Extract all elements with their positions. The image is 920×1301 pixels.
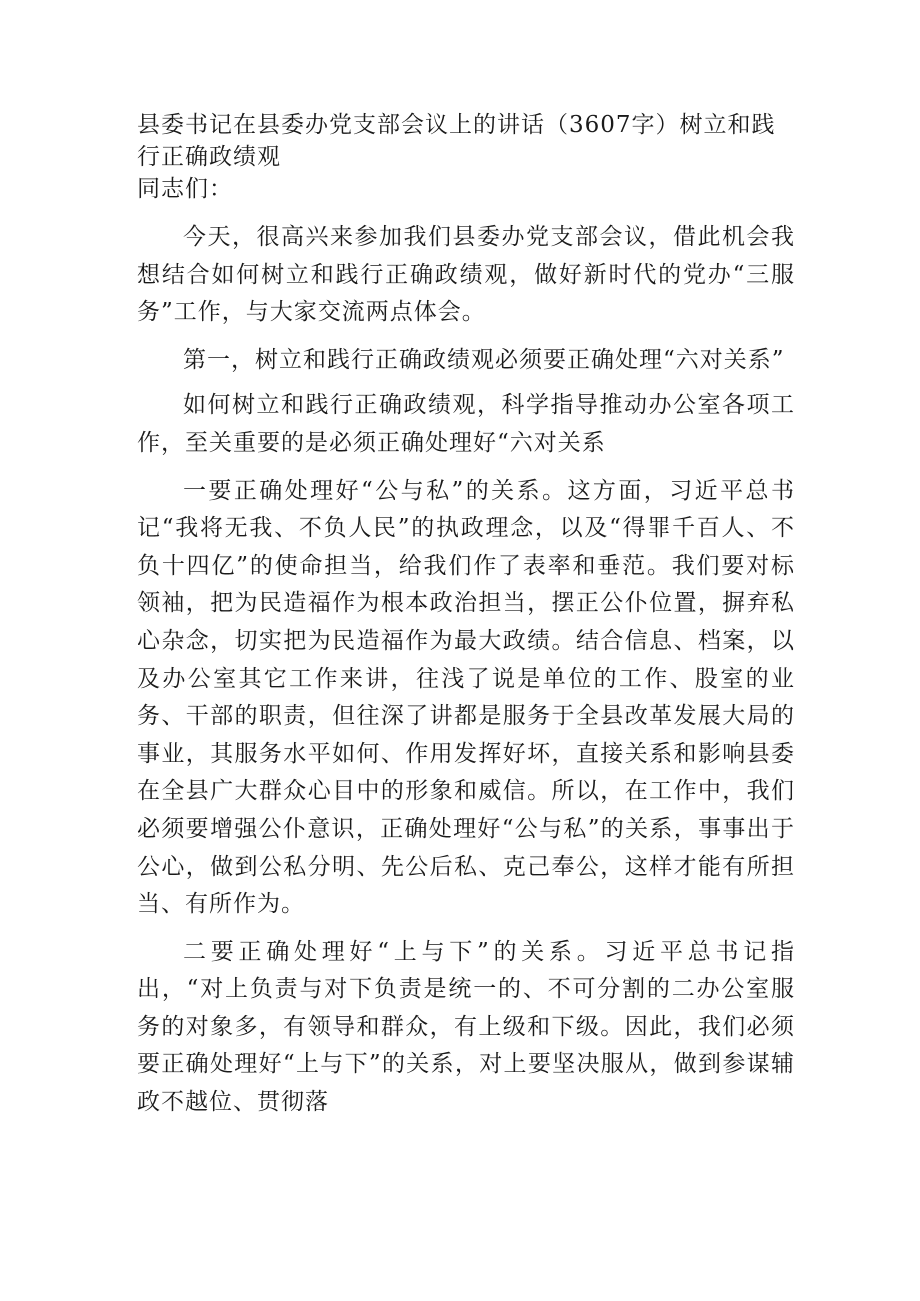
salutation: 同志们： xyxy=(137,176,233,202)
document-page xyxy=(137,109,795,1132)
paragraph-intro: 如何树立和践行正确政绩观，科学指导推动办公室各项工作，至关重要的是必须正确处理好“六对关系 xyxy=(137,392,795,456)
document-title: 县委书记在县委办党支部会议上的讲话（3607字）树立和践行正确政绩观 xyxy=(137,112,776,170)
paragraph-point-two: 二要正确处理好“上与下”的关系。习近平总书记指出，“对上负责与对下负责是统一的、不可分割的二办公室服务的对象多，有领导和群众，有上级和下级。因此，我们必须要正确处理好“上与下”的关系，对上要坚决服从，做到参谋辅政不越位、贯彻落 xyxy=(137,938,795,1116)
paragraph-opening: 今天，很高兴来参加我们县委办党支部会议，借此机会我想结合如何树立和践行正确政绩观，做好新时代的党办“三服务”工作，与大家交流两点体会。 xyxy=(137,224,795,326)
paragraph-point-one: 一要正确处理好“公与私”的关系。这方面，习近平总书记“我将无我、不负人民”的执政理念，以及“得罪千百人、不负十四亿”的使命担当，给我们作了表率和垂范。我们要对标领袖，把为民造福作为根本政治担当，摆正公仆位置，摒弃私心杂念，切实把为民造福作为最大政绩。结合信息、档案，以及办公室其它工作来讲，往浅了说是单位的工作、股室的业务、干部的职责，但往深了讲都是服务于全县改革发展大局的事业，其服务水平如何、作用发挥好坏，直接关系和影响县委在全县广大群众心目中的形象和威信。所以，在工作中，我们必须要增强公仆意识，正确处理好“公与私”的关系，事事出于公心，做到公私分明、先公后私、克己奉公，这样才能有所担当、有所作为。 xyxy=(137,477,795,918)
paragraph-section-heading: 第一，树立和践行正确政绩观必须要正确处理“六对关系” xyxy=(183,346,785,373)
